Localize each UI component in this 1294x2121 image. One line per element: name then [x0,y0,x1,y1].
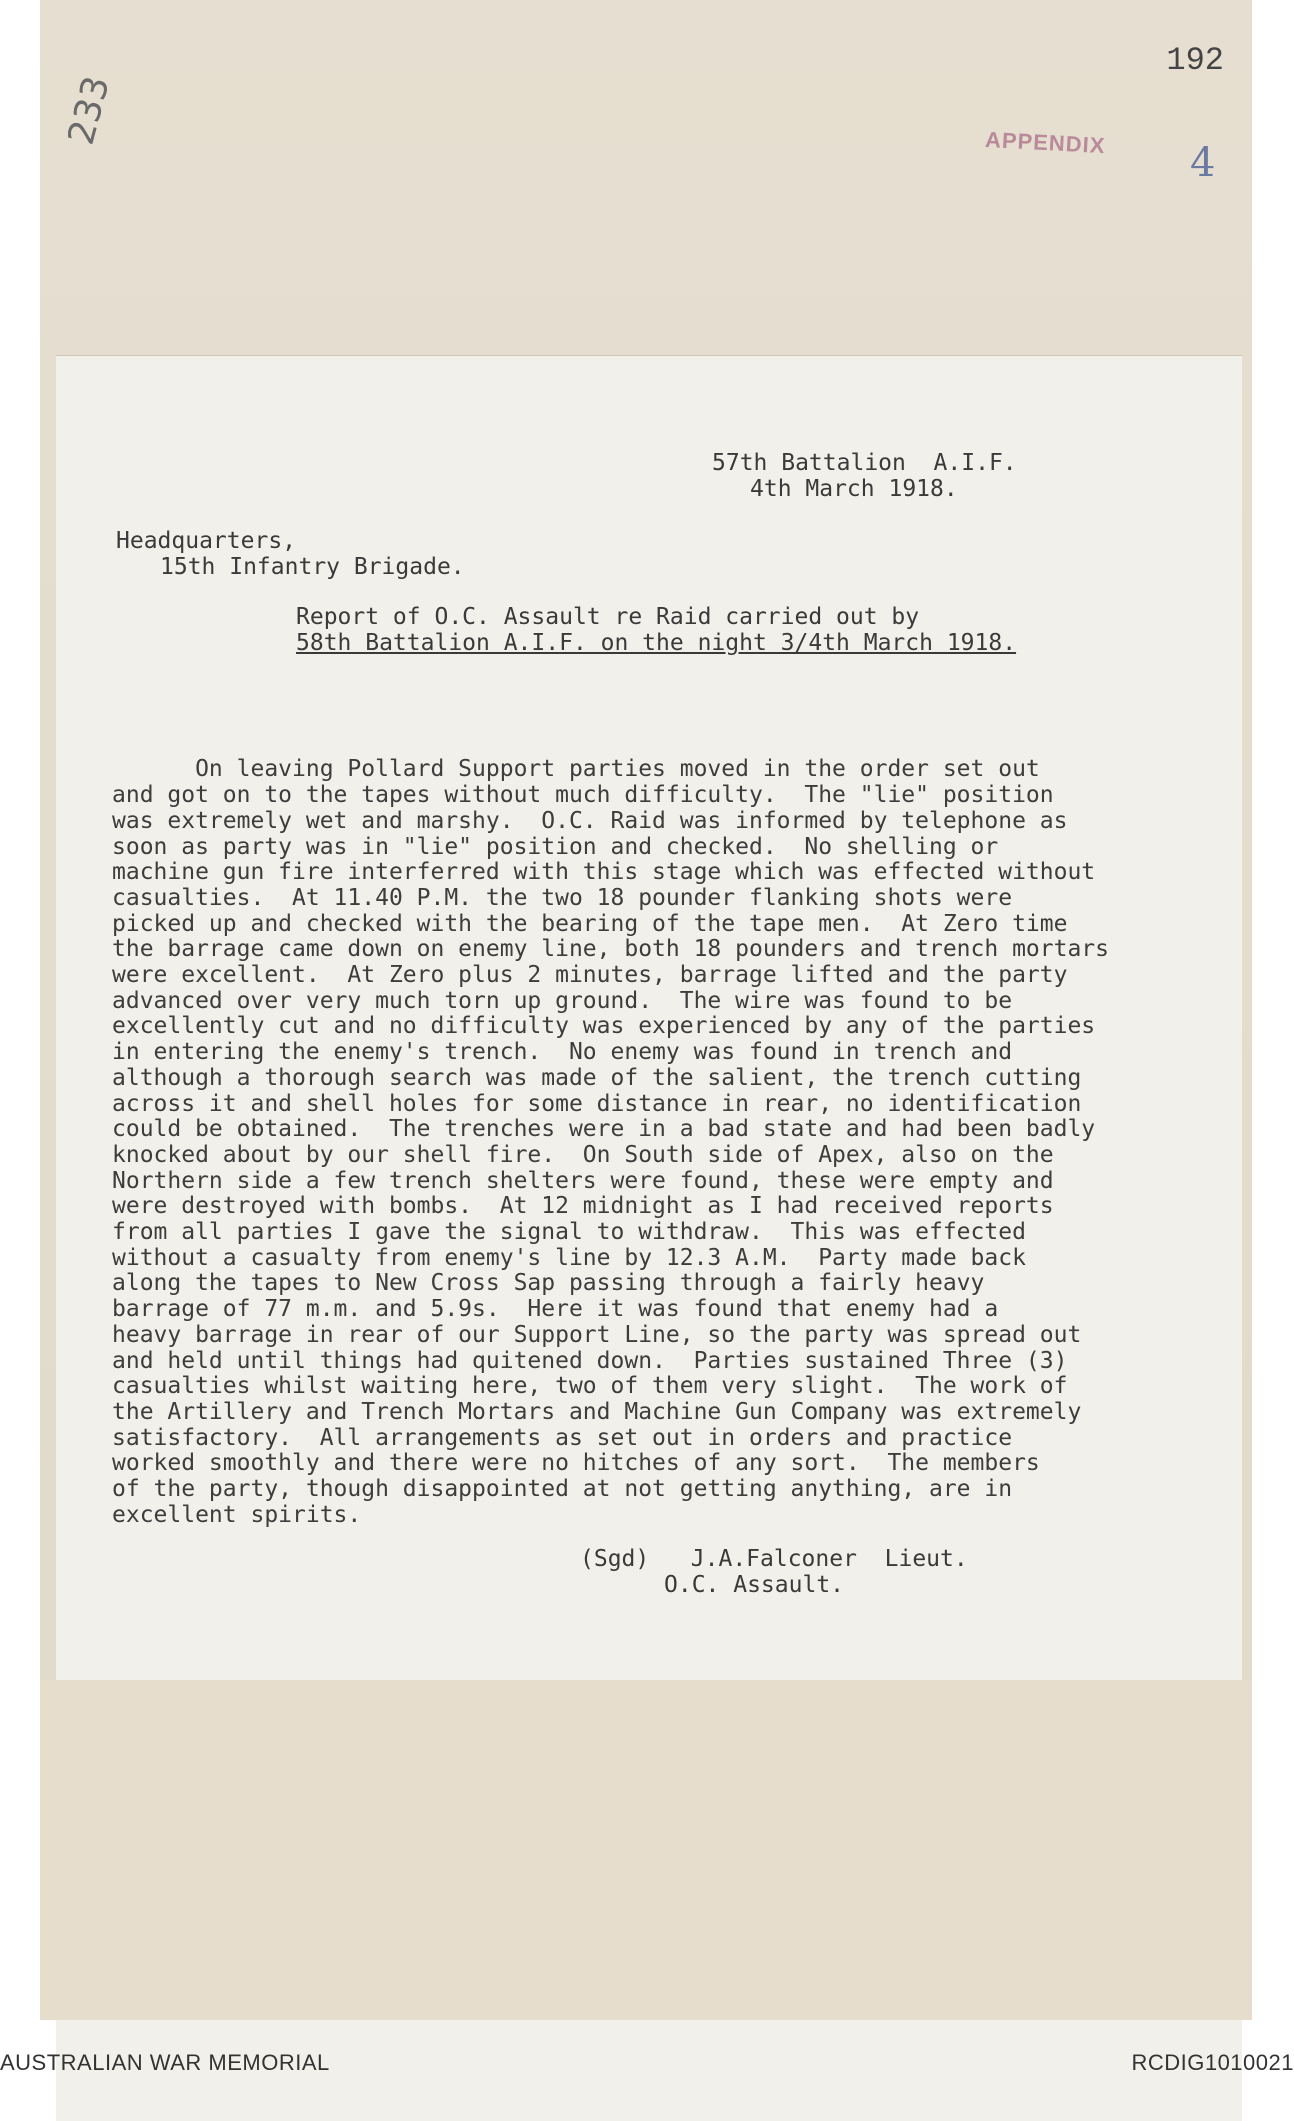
subject-line-2: 58th Battalion A.I.F. on the night 3/4th March 1918. [296,630,1017,656]
addressee-line-1: Headquarters, [116,528,297,554]
body-line: were destroyed with bombs. At 12 midnight as I had received reports [112,1193,1054,1220]
body-line: soon as party was in "lie" position and checked. No shelling or [112,833,999,860]
report-date: 4th March 1918. [750,476,958,502]
body-line: and got on to the tapes without much difficulty. The "lie" position [112,782,1054,809]
body-line: knocked about by our shell fire. On South side of Apex, also on the [112,1141,1054,1168]
appendix-stamp: APPENDIX [984,126,1107,159]
unit-heading: 57th Battalion A.I.F. [712,450,1017,476]
signature-title: O.C. Assault. [664,1572,845,1598]
report-body [112,706,1222,1554]
body-line: advanced over very much torn up ground. The wire was found to be [112,987,1013,1014]
body-line: excellent spirits. [112,1501,362,1528]
appendix-number: 4 [1190,140,1216,186]
body-line: barrage of 77 m.m. and 5.9s. Here it was found that enemy had a [112,1296,999,1323]
body-line: worked smoothly and there were no hitches of any sort. The members [112,1450,1040,1477]
body-line: from all parties I gave the signal to withdraw. This was effected [112,1219,1026,1246]
lower-paper-sheet [40,1680,1252,2020]
body-line: On leaving Pollard Support parties moved in the order set out [112,756,1040,783]
body-line: without a casualty from enemy's line by 12.3 A.M. Party made back [112,1244,1026,1271]
body-line: could be obtained. The trenches were in a bad state and had been badly [112,1116,1096,1143]
body-line: heavy barrage in rear of our Support Line, so the party was spread out [112,1321,1082,1348]
body-line: satisfactory. All arrangements as set out in orders and practice [112,1424,1013,1451]
body-line: machine gun fire interferred with this stage which was effected without [112,859,1096,886]
archive-reference: RCDIG1010021 [1131,2050,1294,2075]
body-line: was extremely wet and marshy. O.C. Raid was informed by telephone as [112,807,1068,834]
body-line: of the party, though disappointed at not getting anything, are in [112,1476,1013,1503]
body-line: the Artillery and Trench Mortars and Machine Gun Company was extremely [112,1398,1082,1425]
body-line: excellently cut and no difficulty was experienced by any of the parties [112,1013,1096,1040]
archive-credit: AUSTRALIAN WAR MEMORIAL [0,2050,330,2075]
body-line: picked up and checked with the bearing of the tape men. At Zero time [112,910,1068,937]
body-line: across it and shell holes for some distance in rear, no identification [112,1090,1082,1117]
body-line: the barrage came down on enemy line, both 18 pounders and trench mortars [112,936,1109,963]
page-number: 192 [1166,42,1224,79]
body-line: along the tapes to New Cross Sap passing through a fairly heavy [112,1270,985,1297]
body-line: were excellent. At Zero plus 2 minutes, barrage lifted and the party [112,962,1068,989]
subject-line-1: Report of O.C. Assault re Raid carried out by [296,604,920,630]
body-line: casualties whilst waiting here, two of them very slight. The work of [112,1373,1068,1400]
body-line: casualties. At 11.40 P.M. the two 18 pounder flanking shots were [112,884,1013,911]
pencil-folio-number: 233 [60,72,119,149]
body-line: although a thorough search was made of the salient, the trench cutting [112,1064,1082,1091]
body-line: and held until things had quitened down. Parties sustained Three (3) [112,1347,1068,1374]
body-line: in entering the enemy's trench. No enemy was found in trench and [112,1039,1013,1066]
addressee-line-2: 15th Infantry Brigade. [160,554,465,580]
signature-line: (Sgd) J.A.Falconer Lieut. [580,1546,968,1572]
body-line: Northern side a few trench shelters were found, these were empty and [112,1167,1054,1194]
